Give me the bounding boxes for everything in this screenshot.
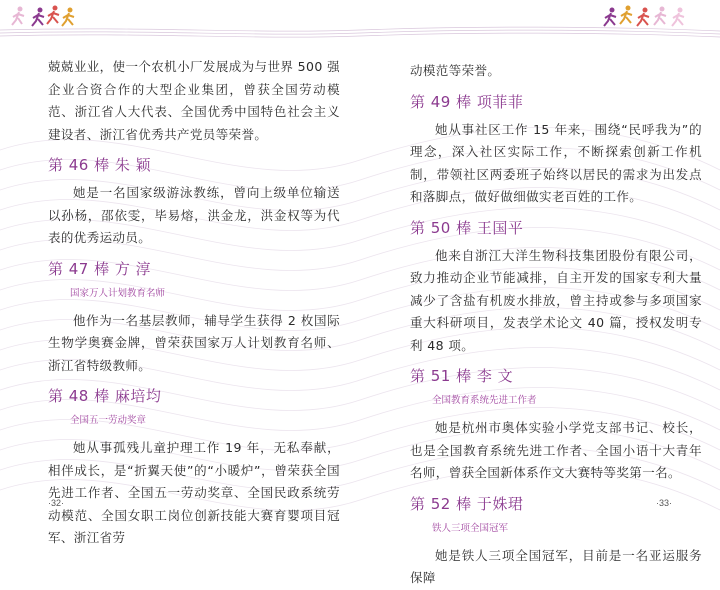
entry-body: 她从事孤残儿童护理工作 19 年，无私奉献，相伴成长，是“折翼天使”的“小暖炉”，曾荣获全国先进工作者、全国五一劳动奖章、全国民政系统劳动模范、全国女职工岗位创新技能大赛育婴项目冠军、浙江省劳 xyxy=(48,440,340,545)
entry-body: 他作为一名基层教师，辅导学生获得 2 枚国际生物学奥赛金牌，曾荣获国家万人计划教育名师、浙江省特级教师。 xyxy=(48,312,340,373)
entry-heading: 第 51 棒 李 文 xyxy=(410,367,514,385)
runner-icon-group-right xyxy=(604,6,684,27)
entry-heading: 第 46 棒 朱 颖 xyxy=(48,156,152,174)
entry-49 xyxy=(410,91,702,209)
entry-award: 全国教育系统先进工作者 xyxy=(432,395,537,406)
entry-50 xyxy=(410,217,702,358)
entry-47 xyxy=(48,258,340,378)
entry-heading: 第 49 棒 项菲菲 xyxy=(410,92,524,111)
entry-heading: 第 48 棒 麻培均 xyxy=(48,387,162,405)
entry-body: 他来自浙江大洋生物科技集团股份有限公司，致力推动企业节能减排，自主开发的国家专利大量减少了含盐有机废水排放，曾主持或参与多项国家重大科研项目，发表学术论文 40 篇，授权发明专利 48 项。 xyxy=(410,247,702,353)
entry-51 xyxy=(410,365,702,485)
entry-46 xyxy=(48,154,340,250)
entry-award: 全国五一劳动奖章 xyxy=(70,415,147,426)
header-decoration xyxy=(0,0,720,40)
entry-48 xyxy=(48,385,340,550)
page-number-left: ·32· xyxy=(48,498,65,508)
entry-award: 铁人三项全国冠军 xyxy=(432,522,509,534)
page-number-right: ·33· xyxy=(656,498,673,508)
entry-body: 她是铁人三项全国冠军，目前是一名亚运服务保障 xyxy=(410,547,702,585)
entry-body: 她是一名国家级游泳教练，曾向上级单位输送以孙杨，邵依雯，毕易熔，洪金龙，洪金权等为代表的优秀运动员。 xyxy=(48,185,340,245)
runner-icon-group-left xyxy=(12,6,74,27)
entry-award: 国家万人计划教育名师 xyxy=(70,287,166,299)
entry-heading: 第 52 棒 于姝珺 xyxy=(410,494,524,513)
right-page xyxy=(410,60,702,590)
left-page xyxy=(48,56,340,550)
entry-body: 她是杭州市奥体实验小学党支部书记、校长，也是全国教育系统先进工作者、全国小语十大青年名师，曾获全国新体系作文大赛特等奖第一名。 xyxy=(410,420,702,480)
right-intro-text: 动模范等荣誉。 xyxy=(410,63,501,78)
entry-heading: 第 50 棒 王国平 xyxy=(410,218,524,237)
entry-heading: 第 47 棒 方 淳 xyxy=(48,259,152,278)
left-intro-text: 兢兢业业，使一个农机小厂发展成为与世界 500 强企业合资合作的大型企业集团，曾获全国劳动模范、浙江省人大代表、全国优秀中国特色社会主义建设者、浙江省优秀共产党员等荣誉。 xyxy=(48,59,340,142)
entry-body: 她从事社区工作 15 年来，围绕“民呼我为”的理念，深入社区实际工作，不断探索创新工作机制，带领社区两委班子始终以居民的需求为出发点和落脚点，做好做细做实老百姓的工作。 xyxy=(410,121,702,204)
